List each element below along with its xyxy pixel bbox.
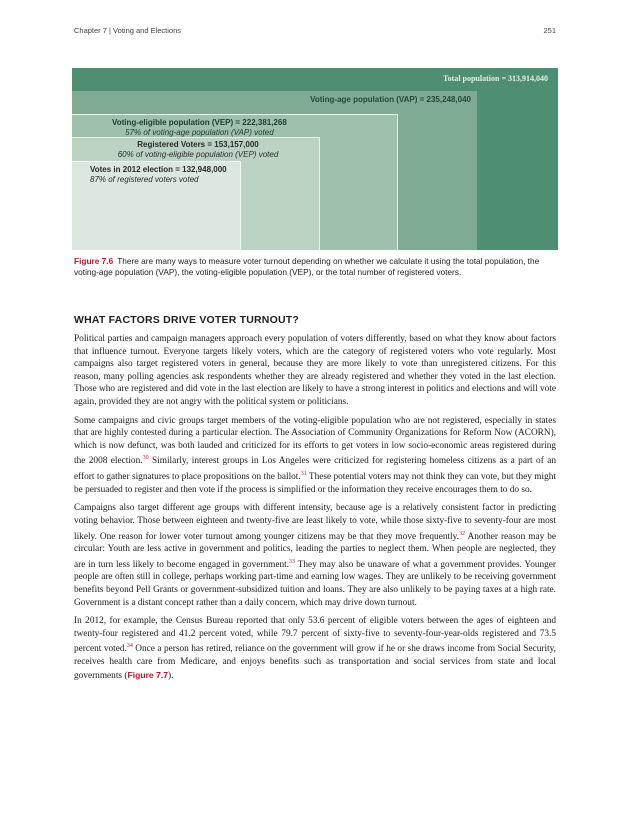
figure-caption-text: There are many ways to measure voter turnout depending on whether we calculate it using the total population, the voting-age population (VAP), the voting-eligible population (VEP), or the total number of registered voters.: [74, 256, 540, 277]
voter-turnout-figure: [72, 68, 558, 250]
figure-caption: [74, 256, 556, 278]
paragraph-2: [74, 415, 556, 497]
votes-title: Votes in 2012 election = 132,948,000: [90, 165, 227, 174]
votes-box: [72, 161, 241, 250]
footnote-ref-31[interactable]: 31: [300, 471, 307, 478]
body-text: [74, 333, 556, 688]
paragraph-4-part-b: Once a person has retired, reliance on the government will grow if he or she draws income from Social Security, receives health care from Medicare, and enjoys benefits such as transportation and social services from state and local governments (: [74, 644, 556, 681]
vep-note: 57% of voting-age population (VAP) voted: [125, 128, 274, 137]
running-header-chapter: Chapter 7 | Voting and Elections: [74, 26, 182, 35]
paragraph-2-part-a: Some campaigns and civic groups target members of the voting-eligible population who are not registered, especially in states that are highly contested during a particular election. The Association of Community Organizations for Reform Now (ACORN), which is now defunct, was both lauded and criticized for its efforts to get voters in low socio-economic areas registered during the 2008 election.: [74, 415, 556, 467]
votes-label: [90, 165, 227, 185]
footnote-ref-33[interactable]: 33: [289, 558, 296, 565]
votes-note: 87% of registered voters voted: [90, 175, 199, 184]
paragraph-1: Political parties and campaign managers approach every population of voters differently, based on what they know about factors that influence turnout. Everyone targets likely voters, which are the category of registered voters who vote regularly. Most campaigns also target registered voters in general, because they are more likely to vote than unregistered citizens. For this reason, many polling agencies ask respondents whether they are already registered and whether they voted in the last election. Those who are registered and did vote in the last election are likely to have a strong interest in politics and elections and will vote again, provided they are not angry with the political system or politicians.: [74, 334, 556, 407]
footnote-ref-32[interactable]: 32: [459, 530, 466, 537]
registered-note: 60% of voting-eligible population (VEP) voted: [117, 150, 279, 159]
paragraph-4: [74, 615, 556, 682]
paragraph-3-part-c: They may also be unaware of what a government provides. Younger people are often still in college, perhaps working part-time and earning low wages. They are unlikely to be receiving government benefits beyond Pell Grants or government-subsidized tuition and loans. They are also unlikely to be paying taxes at a high rate. Government is a distant concept rather than a daily concern, which may drive down turnout.: [74, 559, 557, 608]
vep-label: [112, 118, 287, 138]
paragraph-4-part-c: ).: [168, 670, 174, 681]
footnote-ref-34[interactable]: 34: [126, 643, 133, 650]
page-number: 251: [543, 26, 556, 35]
figure-7-7-link[interactable]: Figure 7.7: [127, 669, 169, 680]
paragraph-4-part-a: In 2012, for example, the Census Bureau reported that only 53.6 percent of eligible voters between the ages of eighteen and twenty-four registered and 41.2 percent voted, while 79.7 percent of sixty-five to seventy-four-year-olds registered and 73.5 percent voted.: [74, 616, 556, 655]
registered-box: [72, 137, 320, 250]
vep-box: [72, 114, 398, 250]
paragraph-3-part-a: Campaigns also target different age groups with different intensity, because age is a relatively consistent factor in predicting voting behavior. Those between eighteen and twenty-five are least likely to vote, while those sixty-five to seventy-four are most likely. One reason for lower voter turnout among younger citizens may be that they move frequently.: [74, 503, 556, 542]
vap-box: [72, 91, 477, 250]
figure-caption-label: Figure 7.6: [74, 256, 114, 266]
paragraph-3: [74, 502, 556, 609]
footnote-ref-30[interactable]: 30: [142, 455, 149, 462]
total-population-label: Total population = 313,914,040: [443, 74, 548, 83]
registered-label: [78, 140, 318, 160]
paragraph-2-part-b: Similarly, interest groups in Los Angeles were criticized for registering homeless citizens as a part of an effort to gather signatures to place propositions on the ballot.: [74, 456, 556, 483]
vap-label: Voting-age population (VAP) = 235,248,040: [310, 95, 471, 104]
paragraph-3-part-b: Another reason may be circular: Youth are less active in government and politics, leading the parties to neglect them. When people are neglected, they are in turn less likely to become engaged in government.: [74, 531, 556, 570]
paragraph-2-part-c: These potential voters may not think they can vote, but they might be persuaded to register and then vote if the process is simplified or the information they receive encourages them to do so.: [74, 472, 556, 495]
registered-title: Registered Voters = 153,157,000: [137, 140, 259, 149]
section-heading: WHAT FACTORS DRIVE VOTER TURNOUT?: [74, 314, 299, 326]
vep-title: Voting-eligible population (VEP) = 222,381,268: [112, 118, 287, 127]
